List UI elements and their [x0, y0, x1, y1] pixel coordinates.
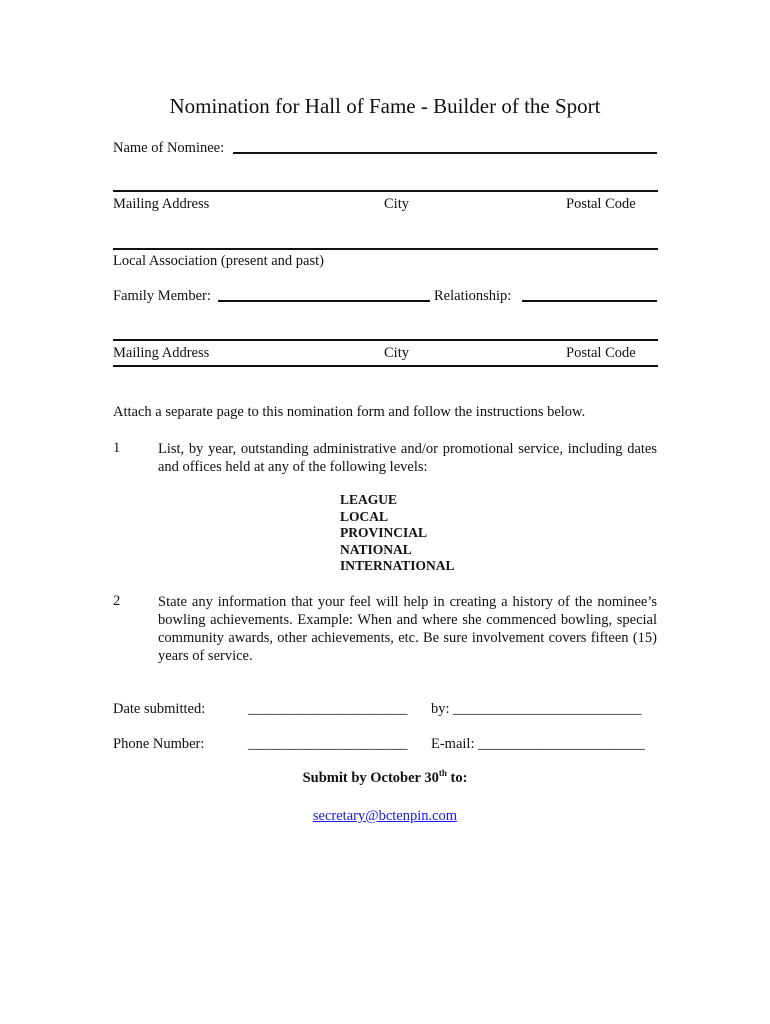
nominee-input-line[interactable]	[233, 152, 657, 154]
level-item: PROVINCIAL	[340, 525, 428, 540]
family-postal-code-label: Postal Code	[566, 345, 636, 361]
attach-instruction: Attach a separate page to this nomination form and follow the instructions below.	[113, 404, 586, 420]
date-submitted-field[interactable]: ______________________	[248, 701, 408, 717]
level-item: LEAGUE	[340, 492, 398, 507]
family-mailing-address-label: Mailing Address	[113, 345, 210, 361]
address-bottom-rule	[113, 365, 658, 367]
instruction-2-text: State any information that your feel will help in creating a history of the nominee’s bowling achievements. Example: When and where she commenced bowling, special community awards, other achievements, etc. Be sure involvement covers fifteen (15) years of service.	[158, 594, 657, 664]
postal-code-label: Postal Code	[566, 196, 636, 212]
local-association-label: Local Association (present and past)	[113, 253, 324, 269]
phone-number-field[interactable]: ______________________	[248, 736, 408, 752]
city-label: City	[384, 196, 409, 212]
local-association-input-line[interactable]	[113, 248, 658, 250]
secretary-email-link[interactable]: secretary@bctenpin.com	[312, 808, 458, 824]
email-field[interactable]: E-mail: _______________________	[431, 736, 645, 752]
date-submitted-label: Date submitted:	[113, 701, 206, 717]
relationship-input-line[interactable]	[522, 300, 657, 302]
level-item: INTERNATIONAL	[340, 558, 455, 573]
instruction-1-number: 1	[113, 440, 121, 456]
form-title: Nomination for Hall of Fame - Builder of the Sport	[169, 94, 601, 118]
level-item: NATIONAL	[340, 541, 412, 557]
phone-number-label: Phone Number:	[113, 736, 205, 752]
family-city-label: City	[384, 345, 409, 361]
nominee-label: Name of Nominee:	[113, 140, 225, 156]
submit-deadline	[0, 768, 770, 787]
mailing-address-input-line[interactable]	[113, 190, 658, 192]
submit-deadline-suffix: to:	[446, 769, 468, 786]
email-link-wrapper	[0, 808, 770, 825]
levels-list	[340, 492, 455, 575]
instruction-1-text: List, by year, outstanding administrative and/or promotional service, including dates and offices held at any of the following levels:	[158, 441, 657, 475]
relationship-label: Relationship:	[434, 288, 512, 304]
family-member-input-line[interactable]	[218, 300, 430, 302]
instruction-2-number: 2	[113, 593, 121, 609]
submitted-by-field[interactable]: by: __________________________	[431, 701, 642, 717]
mailing-address-label: Mailing Address	[113, 196, 210, 212]
family-member-label: Family Member:	[113, 288, 211, 304]
submit-deadline-prefix: Submit by October 30	[302, 769, 439, 786]
level-item: LOCAL	[340, 508, 389, 524]
family-mailing-address-input-line[interactable]	[113, 339, 658, 341]
submit-deadline-suffix-ordinal: th	[438, 768, 447, 778]
